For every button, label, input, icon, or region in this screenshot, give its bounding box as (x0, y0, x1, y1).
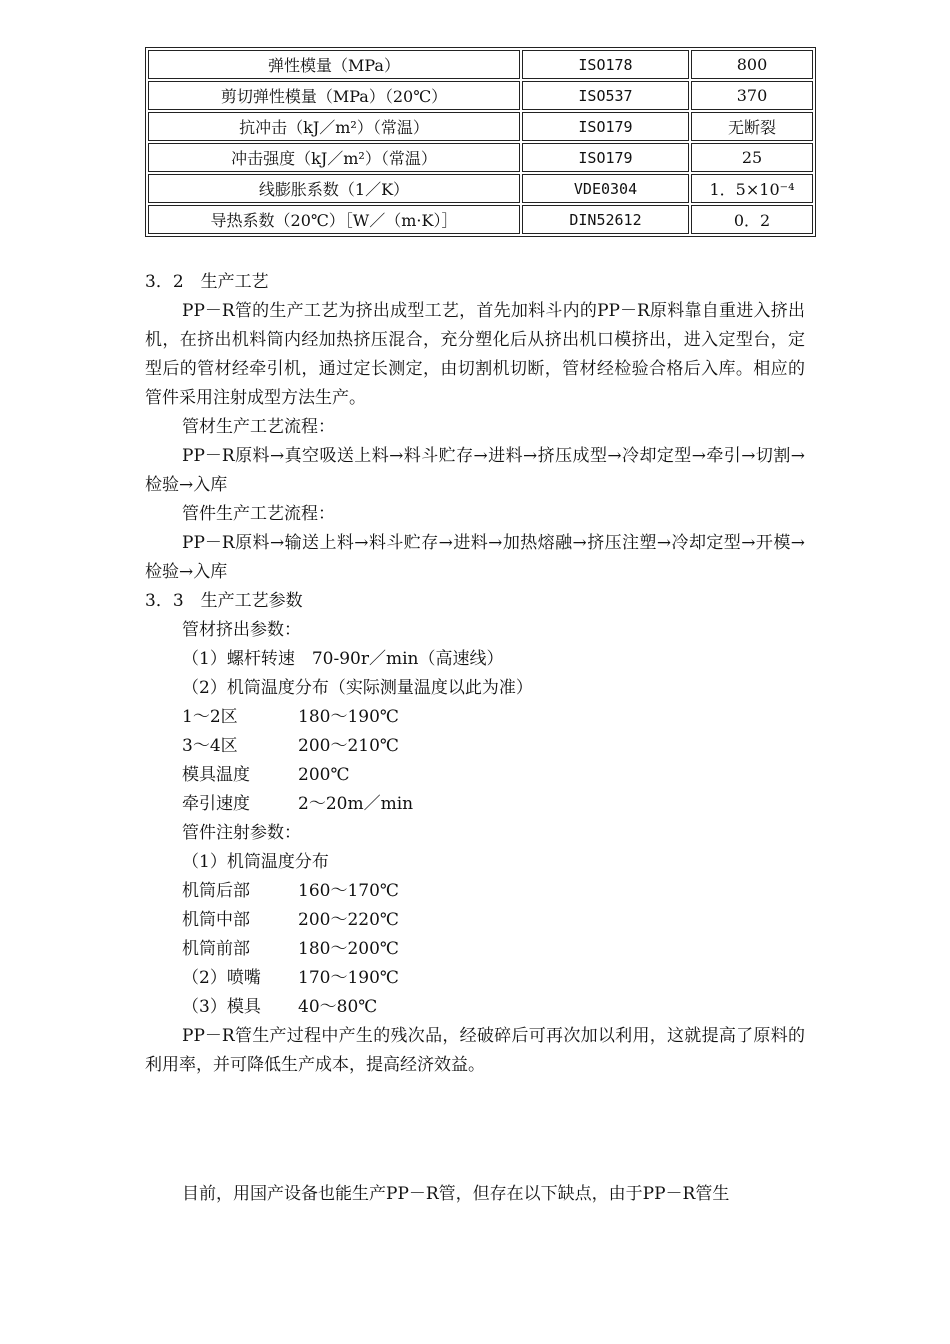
fitting-flow-title: 管件生产工艺流程： (182, 504, 335, 524)
standard-cell: ISO537 (522, 81, 689, 110)
value-cell: 800 (691, 50, 813, 79)
param-value: 2～20m／min (298, 794, 414, 814)
value-cell: 0．2 (691, 205, 813, 234)
property-cell: 冲击强度（kJ／m²）（常温） (148, 143, 520, 172)
footer-text (145, 1180, 805, 1209)
value-cell: 25 (691, 143, 813, 172)
property-cell: 线膨胀系数（1／K） (148, 174, 520, 203)
param-line (145, 964, 805, 993)
property-cell: 抗冲击（kJ／m²）（常温） (148, 112, 520, 141)
param-label: （3）模具 (182, 997, 261, 1017)
param-value: 40～80℃ (298, 997, 378, 1017)
section-heading-3-3: 3．3 生产工艺参数 (145, 591, 303, 611)
param-label: 1～2区 (182, 707, 238, 727)
param-value: 200～210℃ (298, 736, 399, 756)
param-value: 200℃ (298, 765, 350, 785)
footer-paragraph: 目前，用国产设备也能生产PP－R管，但存在以下缺点，由于PP－R管生 (182, 1184, 730, 1204)
param-label: 牵引速度 (182, 794, 250, 814)
param-value: 200～220℃ (298, 910, 399, 930)
standard-cell: ISO178 (522, 50, 689, 79)
param-line (145, 993, 805, 1022)
table-row (148, 112, 813, 141)
table-row (148, 50, 813, 79)
param-label: 机筒后部 (182, 881, 250, 901)
param-line (145, 761, 805, 790)
property-cell: 导热系数（20℃）［W／（m·K）］ (148, 205, 520, 234)
param-line (145, 790, 805, 819)
param-label: 3～4区 (182, 736, 238, 756)
barrel-temp-title: （2）机筒温度分布（实际测量温度以此为准） (182, 678, 533, 698)
fitting-flow-text: PP－R原料→输送上料→料斗贮存→进料→加热熔融→挤压注塑→冷却定型→开模→检验→入库 (145, 533, 805, 582)
pipe-flow-title: 管材生产工艺流程： (182, 417, 335, 437)
param-value: 180～190℃ (298, 707, 399, 727)
section-heading-3-2: 3．2 生产工艺 (145, 272, 269, 292)
property-cell: 剪切弹性模量（MPa）（20℃） (148, 81, 520, 110)
property-cell: 弹性模量（MPa） (148, 50, 520, 79)
param-line (145, 935, 805, 964)
param-line (145, 703, 805, 732)
table-row (148, 174, 813, 203)
table-row (148, 205, 813, 234)
standard-cell: DIN52612 (522, 205, 689, 234)
screw-speed-line: （1）螺杆转速 70-90r／min（高速线） (182, 649, 504, 669)
standard-cell: ISO179 (522, 143, 689, 172)
param-value: 180～200℃ (298, 939, 399, 959)
production-process-paragraph: PP－R管的生产工艺为挤出成型工艺，首先加料斗内的PP－R原料靠自重进入挤出机，在挤出机料筒内经加热挤压混合，充分塑化后从挤出机口模挤出，进入定型台，定型后的管材经牵引机，通过定长测定，由切割机切断，管材经检验合格后入库。相应的管件采用注射成型方法生产。 (145, 301, 805, 408)
param-value: 170～190℃ (298, 968, 399, 988)
pipe-flow-text: PP－R原料→真空吸送上料→料斗贮存→进料→挤压成型→冷却定型→牵引→切割→检验→入库 (145, 446, 805, 495)
value-cell: 1．5×10⁻⁴ (691, 174, 813, 203)
param-line (145, 877, 805, 906)
pipe-params-title: 管材挤出参数： (182, 620, 301, 640)
body-text (145, 268, 805, 1080)
standard-cell: VDE0304 (522, 174, 689, 203)
param-value: 160～170℃ (298, 881, 399, 901)
value-cell: 370 (691, 81, 813, 110)
fitting-params-title: 管件注射参数： (182, 823, 301, 843)
recycle-paragraph: PP－R管生产过程中产生的残次品，经破碎后可再次加以利用，这就提高了原料的利用率，并可降低生产成本，提高经济效益。 (145, 1026, 805, 1075)
standard-cell: ISO179 (522, 112, 689, 141)
table-row (148, 143, 813, 172)
properties-table (145, 47, 816, 237)
fitting-barrel-title: （1）机筒温度分布 (182, 852, 329, 872)
param-label: 模具温度 (182, 765, 250, 785)
param-line (145, 732, 805, 761)
param-label: 机筒前部 (182, 939, 250, 959)
param-label: 机筒中部 (182, 910, 250, 930)
value-cell: 无断裂 (691, 112, 813, 141)
param-label: （2）喷嘴 (182, 968, 261, 988)
table-row (148, 81, 813, 110)
param-line (145, 906, 805, 935)
